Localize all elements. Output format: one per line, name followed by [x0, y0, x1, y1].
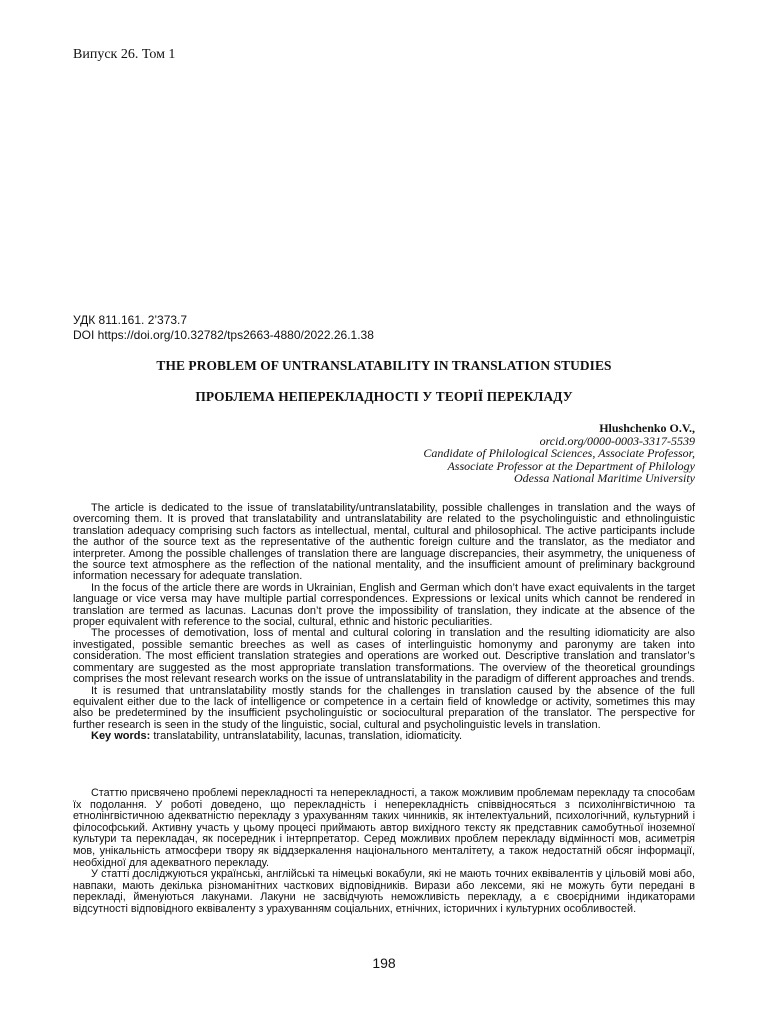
udc-code: УДК 811.161. 2’373.7	[73, 313, 188, 327]
abstract-paragraph: It is resumed that untranslatability mostly stands for the challenges in translation caused by the absence of the full equivalent either due to the lack of intelligence or competence in a certain field of knowledge or activity, sometimes this may also be predetermined by the insufficient psycholinguistic or sociocultural preparation of the translator. The perspective for further research is seen in the study of the linguistic, social, cultural and psycholinguistic levels in translation.	[73, 684, 695, 731]
page-number: 198	[372, 955, 396, 971]
keywords-label: Key words:	[91, 730, 151, 743]
author-university: Odessa National Maritime University	[514, 471, 695, 485]
journal-issue-header: Випуск 26. Том 1	[73, 47, 176, 62]
keywords-list: translatability, untranslatability, lacunas, translation, idiomaticity.	[150, 730, 463, 743]
article-meta	[73, 313, 374, 343]
abstract-english	[73, 503, 695, 743]
article-title-ukrainian: ПРОБЛЕМА НЕПЕРЕКЛАДНОСТІ У ТЕОРІЇ ПЕРЕКЛАДУ	[195, 389, 573, 404]
doi-link[interactable]: DOI https://doi.org/10.32782/tps2663-4880/2022.26.1.38	[73, 328, 374, 342]
author-block	[423, 422, 695, 485]
body-text-ukrainian	[73, 788, 695, 916]
abstract-paragraph: The article is dedicated to the issue of translatability/untranslatability, possible challenges in translation and the ways of overcoming them. It is proved that translatability and untranslatability are related to the psycholinguistic and ethnolinguistic translation adequacy comprising such factors as intellectual, mental, cultural and philosophical. The active participants include the author of the source text as the representative of the authentic foreign culture and the translator, as the mediator and interpreter. Among the possible challenges of translation there are language discrepancies, their asymmetry, the uniqueness of the source text atmosphere as the reflection of the national mentality, and the insufficient amount of preliminary background information necessary for adequate translation.	[73, 502, 695, 583]
body-paragraph: Статтю присвячено проблемі перекладності та неперекладності, а також можливим проблемам перекладу та способам їх подолання. У роботі доведено, що перекладність і неперекладність співвідносяться з психолінгвістичною та етнолінгвістичною адекватністю перекладу з урахуванням таких чинників, як інтелектуальний, психологічний, культурний і філософський. Активну участь у цьому процесі приймають автор вихідного тексту як представник самобутньої іноземної культури та перекладач, як посередник і інтерпретатор. Серед можливих проблем перекладу відмінності мов, асиметрія мов, унікальність атмосфери твору як віддзеркалення національного менталітету, а також недостатній обсяг інформації, необхідної для адекватного перекладу.	[73, 787, 695, 869]
abstract-paragraph: In the focus of the article there are words in Ukrainian, English and German which don’t have exact equivalents in the target language or vice versa may have multiple partial correspondences. Expressions or lexical units which cannot be rendered in translation are termed as lacunas. Lacunas don’t prove the impossibility of translation, they indicate at the absence of the proper equivalent with reference to the social, cultural, ethnic and historic peculiarities.	[73, 581, 695, 629]
body-paragraph: У статті досліджуються українські, англійські та німецькі вокабули, які не мають точних еквівалентів у цільовій мові або, навпаки, мають декілька різноманітних часткових відповідників. Вирази або лексеми, які не можуть бути передані в перекладі, йменуються лакунами. Лакуни не засвідчують неможливість перекладу, а є своєрідними індикаторами відсутності відповідного еквіваленту з урахуванням соціальних, етнічних, історичних і культурних особливостей.	[73, 868, 695, 915]
abstract-paragraph: The processes of demotivation, loss of mental and cultural coloring in translation and the resulting idiomaticity are also investigated, possible semantic breeches as well as cases of interlinguistic homonymy and paronymy are taken into consideration. The most efficient translation strategies and operations are worked out. Descriptive translation and translator’s commentary are suggested as the most appropriate translation transformations. The overview of the theoretical groundings comprises the most relevant research works on the issue of untranslatability in the paradigm of different approaches and trends.	[73, 627, 695, 686]
author-degree: Candidate of Philological Sciences, Associate Professor,	[423, 446, 695, 460]
author-position: Associate Professor at the Department of Philology	[447, 458, 695, 473]
author-orcid[interactable]: orcid.org/0000-0003-3317-5539	[539, 433, 695, 448]
keywords	[73, 731, 695, 742]
author-name: Hlushchenko O.V.,	[599, 421, 695, 435]
article-title-english: THE PROBLEM OF UNTRANSLATABILITY IN TRANSLATION STUDIES	[156, 358, 612, 373]
